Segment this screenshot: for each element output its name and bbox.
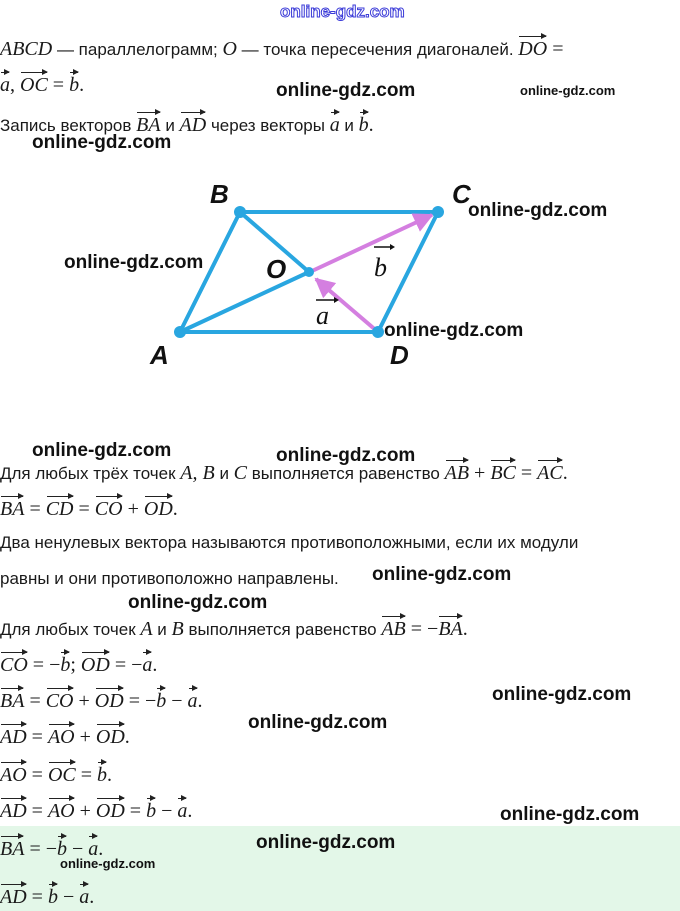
plus: + xyxy=(122,498,144,520)
vec-ba: BA xyxy=(438,614,462,640)
vec-ao: AO xyxy=(48,722,75,748)
period: . xyxy=(187,800,193,822)
top-watermark: online-gdz.com xyxy=(280,2,405,21)
period: . xyxy=(79,74,85,96)
vec-a: a xyxy=(177,796,187,822)
rule2-text1: Для любых точек xyxy=(0,620,141,639)
rule1-and: и xyxy=(214,464,234,483)
answer-ba: BA = −b − a. xyxy=(0,834,103,861)
period: . xyxy=(124,726,130,748)
vec-b: b xyxy=(57,834,67,860)
eq: = xyxy=(26,726,48,748)
watermark: online-gdz.com xyxy=(64,252,204,273)
semicolon: ; xyxy=(70,654,81,676)
plus: + xyxy=(469,462,491,484)
task-text1: Запись векторов xyxy=(0,116,137,135)
vec-ba: BA xyxy=(0,686,24,712)
vec-ad: AD xyxy=(0,796,27,822)
eq: = xyxy=(73,498,95,520)
label-a: A xyxy=(150,340,169,370)
vertex-dots xyxy=(174,206,444,338)
vec-od: OD xyxy=(95,686,124,712)
ba-equals-line xyxy=(0,494,178,521)
vec-b: b xyxy=(60,650,70,676)
vec-b: b xyxy=(156,686,166,712)
rule1-text1: Для любых трёх точек xyxy=(0,464,181,483)
eq-minus: = − xyxy=(24,838,57,860)
vec-ba: BA xyxy=(0,834,24,860)
rule2-text2: выполняется равенство xyxy=(183,620,382,639)
period: . xyxy=(462,618,468,640)
point-o: O xyxy=(222,38,237,60)
watermark: online-gdz.com xyxy=(276,80,416,101)
task-and: и xyxy=(160,116,180,135)
vec-ao: AO xyxy=(48,796,75,822)
rule1-text2: выполняется равенство xyxy=(247,464,445,483)
vec-ad: AD xyxy=(0,722,27,748)
eq-minus: = − xyxy=(123,690,157,712)
definition-line-1: Два ненулевых вектора называются противоположными, если их модули xyxy=(0,533,579,552)
vec-co: CO xyxy=(95,494,123,520)
vec-b: b xyxy=(48,882,58,908)
answer-ad: AD = b − a. xyxy=(0,882,94,909)
vec-bc: BC xyxy=(490,458,516,484)
period: . xyxy=(152,654,158,676)
vec-od: OD xyxy=(144,494,173,520)
vec-od: OD xyxy=(96,722,125,748)
rule1-ab: A, B xyxy=(180,462,215,484)
eq-ad-expand: AD = AO + OD = b − a. xyxy=(0,796,192,823)
label-c: C xyxy=(452,179,471,209)
rule1-c: C xyxy=(233,462,248,484)
period: . xyxy=(562,462,568,484)
label-b: B xyxy=(210,179,229,209)
period: . xyxy=(172,498,178,520)
label-o: O xyxy=(266,254,287,284)
vec-ac: AC xyxy=(537,458,563,484)
plus: + xyxy=(73,690,95,712)
eq: = xyxy=(75,764,98,786)
vec-a: a xyxy=(0,70,10,96)
vec-b: b xyxy=(146,796,156,822)
vec-ao: AO xyxy=(0,760,27,786)
eq: = xyxy=(26,800,48,822)
eq: = xyxy=(124,800,147,822)
vec-oc: OC xyxy=(48,760,76,786)
watermark: online-gdz.com xyxy=(32,440,172,461)
task-period: . xyxy=(368,114,374,136)
eq-ao-oc xyxy=(0,760,112,787)
vec-ad: AD xyxy=(0,882,27,908)
eq-ad-sum xyxy=(0,722,130,749)
eq-minus: = − xyxy=(27,654,61,676)
eq-minus: = − xyxy=(109,654,143,676)
eq: = xyxy=(26,886,48,908)
definition-line-2: равны и они противоположно направлены. xyxy=(0,569,339,588)
eq: = xyxy=(24,498,46,520)
vec-cd: CD xyxy=(46,494,74,520)
vec-co: CO xyxy=(46,686,74,712)
period: . xyxy=(197,690,203,712)
vec-ba: BA xyxy=(0,494,24,520)
vec-co: CO xyxy=(0,650,28,676)
plus: + xyxy=(74,800,96,822)
label-vec-b: b xyxy=(374,253,387,282)
task-and2: и xyxy=(339,116,359,135)
vec-a: a xyxy=(88,834,98,860)
comma: , xyxy=(10,74,20,96)
vec-ad: AD xyxy=(180,110,207,136)
vec-a: a xyxy=(79,882,89,908)
vec-ab: AB xyxy=(381,614,405,640)
rule2-line xyxy=(0,614,468,641)
and: и xyxy=(152,620,172,639)
cond-text2: — точка пересечения диагоналей. xyxy=(236,40,519,59)
vec-od: OD xyxy=(81,650,110,676)
vec-od: OD xyxy=(96,796,125,822)
period: . xyxy=(89,886,95,908)
vec-do: DO xyxy=(518,34,547,60)
abcd: ABCD xyxy=(0,38,53,60)
watermark: online-gdz.com xyxy=(520,83,616,98)
eq-co-od xyxy=(0,650,157,677)
watermark: online-gdz.com xyxy=(248,712,388,733)
eq-sign: = xyxy=(547,38,564,60)
vec-b: b xyxy=(69,70,79,96)
watermark: online-gdz.com xyxy=(276,445,416,466)
vec-ab: AB xyxy=(445,458,469,484)
cond-text1: — параллелограмм; xyxy=(52,40,223,59)
vec-a: a xyxy=(142,650,152,676)
vec-b-task: b xyxy=(359,110,369,136)
vec-b: b xyxy=(97,760,107,786)
eq-ba-expand: BA = CO + OD = −b − a. xyxy=(0,686,203,713)
eq: = xyxy=(515,462,538,484)
watermark: online-gdz.com xyxy=(468,200,608,221)
watermark: online-gdz.com xyxy=(60,856,156,871)
period: . xyxy=(107,764,113,786)
vec-a: a xyxy=(188,686,198,712)
label-d: D xyxy=(390,340,409,370)
plus: + xyxy=(74,726,96,748)
watermark: online-gdz.com xyxy=(492,684,632,705)
watermark: online-gdz.com xyxy=(372,564,512,585)
label-vec-a: a xyxy=(316,301,329,330)
vec-ba: BA xyxy=(136,110,160,136)
point-b: B xyxy=(171,618,184,640)
watermark: online-gdz.com xyxy=(32,132,172,153)
watermark: online-gdz.com xyxy=(128,592,268,613)
watermark: online-gdz.com xyxy=(256,832,396,853)
point-a: A xyxy=(140,618,153,640)
watermark: online-gdz.com xyxy=(500,804,640,825)
task-text2: через векторы xyxy=(206,116,330,135)
eq: = xyxy=(26,764,48,786)
vec-a-task: a xyxy=(330,110,340,136)
vec-oc: OC xyxy=(20,70,48,96)
eq-sign-2: = xyxy=(47,74,70,96)
eq-minus: = − xyxy=(405,618,439,640)
period: . xyxy=(98,838,104,860)
watermark: online-gdz.com xyxy=(384,320,524,341)
eq: = xyxy=(24,690,46,712)
